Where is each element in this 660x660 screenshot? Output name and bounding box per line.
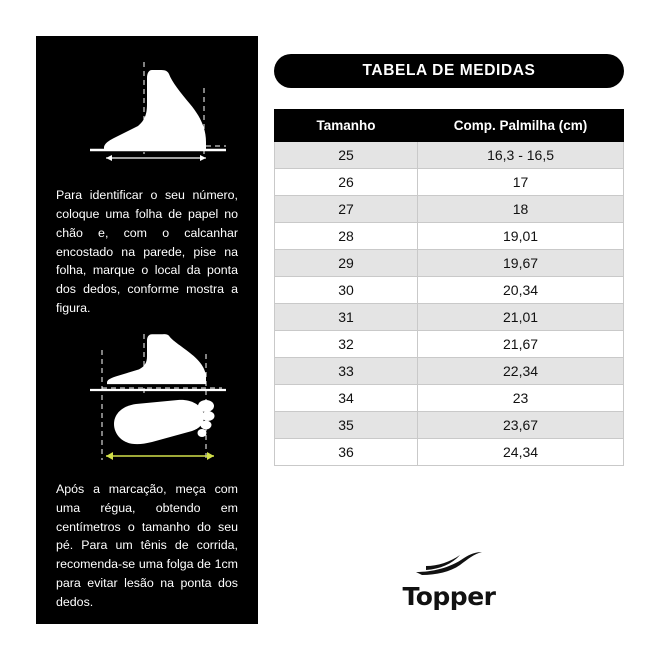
cell-size: 27 bbox=[275, 196, 418, 223]
cell-size: 35 bbox=[275, 412, 418, 439]
brand-name: Topper bbox=[402, 582, 496, 611]
cell-size: 36 bbox=[275, 439, 418, 466]
table-row bbox=[275, 223, 624, 250]
cell-size: 28 bbox=[275, 223, 418, 250]
instruction-paragraph-1: Para identificar o seu número, coloque uma folha de papel no chão e, com o calcanhar encostado na parede, pise na folha, marque o local da ponta dos dedos, conforme mostra a figura. bbox=[56, 188, 238, 316]
cell-length: 21,01 bbox=[418, 304, 624, 331]
cell-length: 16,3 - 16,5 bbox=[418, 142, 624, 169]
cell-length: 22,34 bbox=[418, 358, 624, 385]
cell-size: 31 bbox=[275, 304, 418, 331]
foot-top-view-illustration bbox=[56, 332, 238, 472]
cell-length: 23,67 bbox=[418, 412, 624, 439]
cell-length: 21,67 bbox=[418, 331, 624, 358]
instruction-paragraph-2: Após a marcação, meça com uma régua, obtendo em centímetros o tamanho do seu pé. Para um tênis de corrida, recomenda-se uma folga de 1cm para evitar lesão na ponta dos dedos. bbox=[56, 481, 238, 609]
cell-length: 19,67 bbox=[418, 250, 624, 277]
cell-length: 17 bbox=[418, 169, 624, 196]
table-row bbox=[275, 358, 624, 385]
cell-length: 23 bbox=[418, 385, 624, 412]
table-row bbox=[275, 304, 624, 331]
cell-size: 30 bbox=[275, 277, 418, 304]
table-row bbox=[275, 331, 624, 358]
table-row bbox=[275, 142, 624, 169]
cell-size: 32 bbox=[275, 331, 418, 358]
brand-logo bbox=[274, 546, 624, 611]
table-row bbox=[275, 412, 624, 439]
cell-length: 20,34 bbox=[418, 277, 624, 304]
table-row bbox=[275, 169, 624, 196]
column-header-size: Tamanho bbox=[275, 110, 418, 142]
measurements-panel bbox=[274, 36, 624, 624]
topper-swoosh-icon bbox=[412, 546, 486, 580]
table-row bbox=[275, 196, 624, 223]
cell-size: 26 bbox=[275, 169, 418, 196]
cell-length: 24,34 bbox=[418, 439, 624, 466]
column-header-insole-length: Comp. Palmilha (cm) bbox=[418, 110, 624, 142]
cell-size: 34 bbox=[275, 385, 418, 412]
size-table bbox=[274, 109, 624, 466]
cell-size: 33 bbox=[275, 358, 418, 385]
table-row bbox=[275, 385, 624, 412]
cell-length: 18 bbox=[418, 196, 624, 223]
cell-size: 29 bbox=[275, 250, 418, 277]
table-row bbox=[275, 250, 624, 277]
foot-side-profile-illustration bbox=[56, 58, 238, 176]
table-header-row bbox=[275, 110, 624, 142]
table-row bbox=[275, 439, 624, 466]
instructions-panel bbox=[36, 36, 258, 624]
cell-length: 19,01 bbox=[418, 223, 624, 250]
page-title: TABELA DE MEDIDAS bbox=[274, 54, 624, 88]
table-row bbox=[275, 277, 624, 304]
cell-size: 25 bbox=[275, 142, 418, 169]
